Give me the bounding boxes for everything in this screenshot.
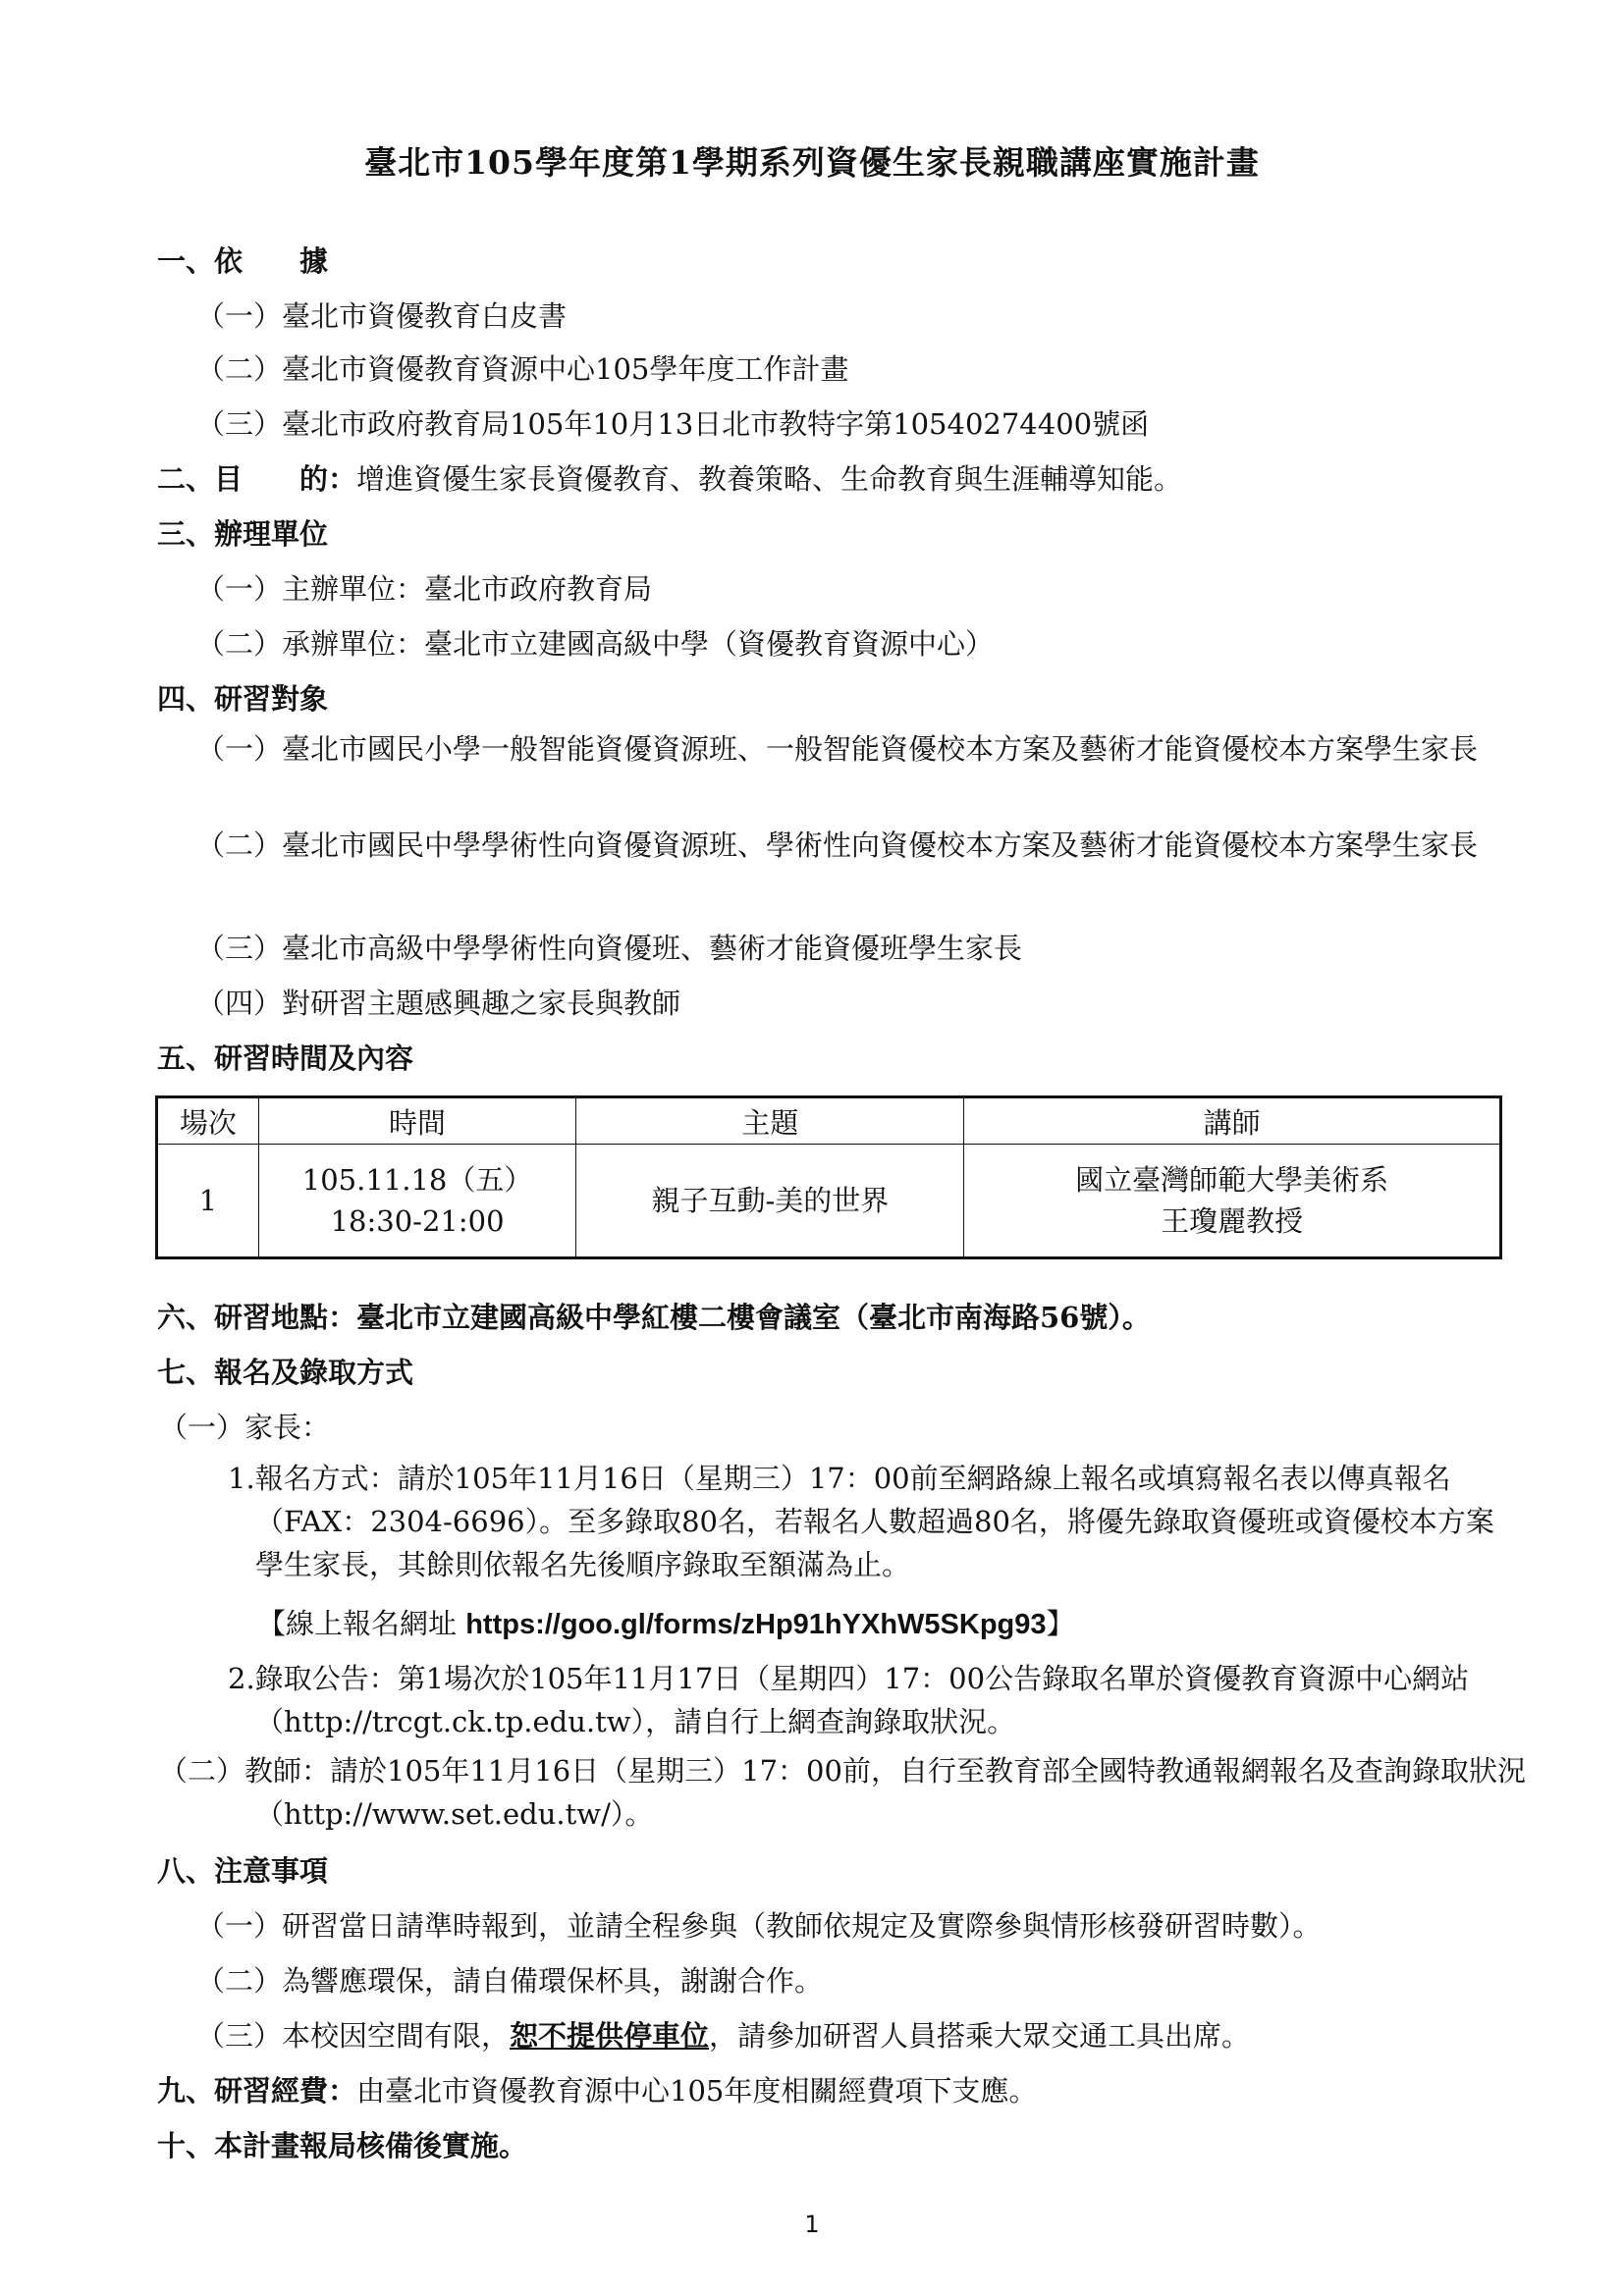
section-heading-notes: 八、注意事項 xyxy=(157,1854,329,1888)
section-purpose xyxy=(157,457,1182,498)
url-prefix: 【線上報名網址 xyxy=(257,1607,466,1640)
section-heading-implementation: 十、本計畫報局核備後實施。 xyxy=(157,2129,528,2163)
section-heading-participants: 四、研習對象 xyxy=(157,682,329,716)
purpose-text: 增進資優生家長資優教育、教養策略、生命教育與生涯輔導知能。 xyxy=(356,462,1183,496)
header-topic: 主題 xyxy=(576,1097,964,1145)
cell-date: 105.11.18（五） xyxy=(301,1163,533,1197)
header-session: 場次 xyxy=(157,1097,259,1145)
page-number: 1 xyxy=(804,2211,820,2238)
note-3-pre: （三）本校因空間有限， xyxy=(196,2019,511,2053)
section-heading-registration: 七、報名及錄取方式 xyxy=(157,1356,414,1389)
note-3-post: ，請參加研習人員搭乘大眾交通工具出席。 xyxy=(709,2019,1251,2053)
note-item-1: （一）研習當日請準時報到，並請全程參與（教師依規定及實際參與情形核發研習時數）。 xyxy=(196,1909,1322,1943)
schedule-table xyxy=(155,1095,1502,1259)
registration-url-line xyxy=(257,1602,1075,1642)
section-heading-schedule: 五、研習時間及內容 xyxy=(157,1041,414,1075)
section-heading-organizers: 三、辦理單位 xyxy=(157,517,329,551)
lecturer-org: 國立臺灣師範大學美術系 xyxy=(1075,1163,1389,1197)
registration-method: 1.報名方式：請於105年11月16日（星期三）17：00前至網路線上報名或填寫報名表以傳真報名（FAX：2304-6696）。至多錄取80名，若報名人數超過80名，將優先錄取資優班或資優校本方案學生家長，其餘則依報名先後順序錄取至額滿為止。 xyxy=(228,1462,1494,1581)
participant-item-4: （四）對研習主題感興趣之家長與教師 xyxy=(196,987,681,1020)
lecturer-name: 王瓊麗教授 xyxy=(1161,1204,1304,1238)
table-row xyxy=(157,1145,1501,1258)
section-heading-venue: 六、研習地點：臺北市立建國高級中學紅樓二樓會議室（臺北市南海路56號）。 xyxy=(157,1301,1151,1334)
header-time: 時間 xyxy=(258,1097,576,1145)
registration-url-link[interactable]: https://goo.gl/forms/zHp91hYXhW5SKpg93 xyxy=(465,1609,1047,1640)
section-heading-basis: 一、依 據 xyxy=(157,244,329,278)
page-title: 臺北市105學年度第1學期系列資優生家長親職講座實施計畫 xyxy=(364,143,1260,182)
cell-topic: 親子互動-美的世界 xyxy=(576,1145,964,1258)
section-heading-funding: 九、研習經費： xyxy=(157,2074,357,2108)
organizer-item-1: （一）主辦單位：臺北市政府教育局 xyxy=(196,572,653,606)
cell-time xyxy=(258,1145,576,1258)
cell-lecturer xyxy=(964,1145,1501,1258)
admission-announcement: 2.錄取公告：第1場次於105年11月17日（星期四）17：00公告錄取名單於資優教育資源中心網站（http://trcgt.ck.tp.edu.tw），請自行上網查詢錄取狀況。 xyxy=(228,1662,1470,1738)
teachers-registration: （二）教師：請於105年11月16日（星期三）17：00前，自行至教育部全國特教通報網報名及查詢錄取狀況（http://www.set.edu.tw/）。 xyxy=(159,1754,1526,1831)
no-parking-emphasis: 恕不提供停車位 xyxy=(510,2019,710,2053)
url-suffix: 】 xyxy=(1046,1607,1075,1640)
basis-item-3: （三）臺北市政府教育局105年10月13日北市教特字第10540274400號函 xyxy=(196,407,1150,441)
cell-hours: 18:30-21:00 xyxy=(330,1204,505,1238)
basis-item-2: （二）臺北市資優教育資源中心105學年度工作計畫 xyxy=(196,352,849,386)
organizer-item-2: （二）承辦單位：臺北市立建國高級中學（資優教育資源中心） xyxy=(196,627,995,661)
basis-item-1: （一）臺北市資優教育白皮書 xyxy=(196,299,568,333)
participant-item-2: （二）臺北市國民中學學術性向資優資源班、學術性向資優校本方案及藝術才能資優校本方案學生家長 xyxy=(196,828,1479,862)
participant-item-1: （一）臺北市國民小學一般智能資優資源班、一般智能資優校本方案及藝術才能資優校本方案學生家長 xyxy=(196,732,1479,766)
note-item-3 xyxy=(196,2014,1250,2055)
header-lecturer: 講師 xyxy=(964,1097,1501,1145)
section-heading-purpose: 二、目 的： xyxy=(157,462,357,496)
cell-session: 1 xyxy=(157,1145,259,1258)
note-item-2: （二）為響應環保，請自備環保杯具，謝謝合作。 xyxy=(196,1964,824,1998)
section-funding xyxy=(157,2069,1037,2109)
participant-item-3: （三）臺北市高級中學學術性向資優班、藝術才能資優班學生家長 xyxy=(196,932,1023,965)
funding-text: 由臺北市資優教育源中心105年度相關經費項下支應。 xyxy=(356,2074,1038,2108)
table-header-row xyxy=(157,1097,1501,1145)
parents-label: （一）家長： xyxy=(159,1411,331,1444)
